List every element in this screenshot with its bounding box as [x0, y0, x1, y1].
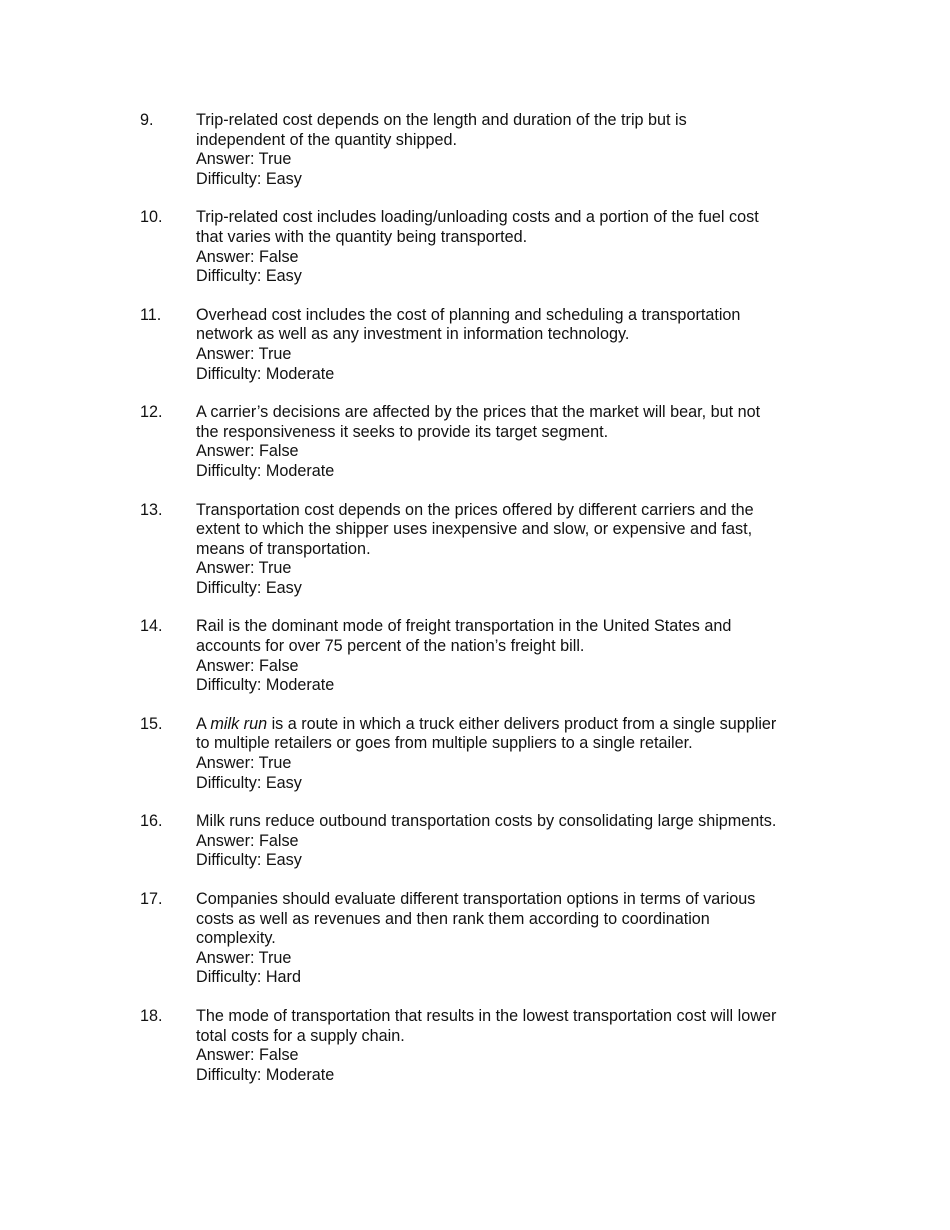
question-text: Rail is the dominant mode of freight transportation in the United States and accounts for over 75 percent of the nation’s freight bill. — [196, 617, 732, 656]
question-difficulty: Difficulty: Moderate — [196, 676, 335, 695]
question-item — [0, 403, 950, 481]
question-text: Transportation cost depends on the prices offered by different carriers and the extent to which the shipper uses inexpensive and slow, or expensive and fast, means of transportation. — [196, 500, 754, 558]
question-number: 13. — [140, 500, 163, 519]
question-number: 11. — [140, 305, 162, 324]
question-text-italic-term: milk run — [210, 714, 268, 733]
question-item — [0, 890, 950, 988]
question-text: Milk runs reduce outbound transportation costs by consolidating large shipments. — [196, 812, 777, 831]
question-answer: Answer: True — [196, 754, 292, 773]
question-answer: Answer: False — [196, 831, 299, 850]
question-number: 17. — [140, 890, 163, 908]
question-body — [196, 403, 816, 481]
question-difficulty: Difficulty: Moderate — [196, 1065, 335, 1084]
question-number: 15. — [140, 714, 163, 733]
question-difficulty: Difficulty: Moderate — [196, 364, 335, 383]
question-difficulty: Difficulty: Easy — [196, 578, 302, 597]
question-answer: Answer: False — [196, 442, 299, 461]
question-body — [196, 111, 816, 189]
question-answer: Answer: False — [196, 1046, 299, 1065]
question-item — [0, 208, 950, 286]
question-difficulty: Difficulty: Easy — [196, 267, 302, 286]
question-item — [0, 501, 950, 599]
question-answer: Answer: True — [196, 948, 292, 967]
question-difficulty: Difficulty: Easy — [196, 773, 302, 792]
question-body — [196, 306, 816, 384]
question-difficulty: Difficulty: Easy — [196, 851, 302, 870]
question-number: 14. — [140, 617, 163, 636]
question-body — [196, 617, 816, 695]
question-body — [196, 715, 816, 793]
document-page — [0, 111, 950, 1104]
question-body — [196, 1007, 816, 1085]
question-item — [0, 812, 950, 871]
question-text-suffix: is a route in which a truck either delivers product from a single supplier to multiple retailers or goes from multiple suppliers to a single retailer. — [196, 714, 777, 753]
question-body — [196, 890, 816, 988]
question-answer: Answer: True — [196, 344, 292, 363]
question-difficulty: Difficulty: Easy — [196, 169, 302, 188]
question-item — [0, 1007, 950, 1085]
question-body — [196, 501, 816, 599]
question-difficulty: Difficulty: Moderate — [196, 461, 335, 480]
question-number: 9. — [140, 111, 154, 129]
question-number: 18. — [140, 1006, 163, 1025]
question-body — [196, 208, 816, 286]
question-difficulty: Difficulty: Hard — [196, 968, 301, 987]
question-text: Trip-related cost includes loading/unloading costs and a portion of the fuel cost that varies with the quantity being transported. — [196, 208, 759, 246]
question-number: 10. — [140, 208, 163, 227]
question-item — [0, 715, 950, 793]
question-text-prefix: A — [196, 714, 211, 733]
question-answer: Answer: False — [196, 247, 299, 266]
question-text: A carrier’s decisions are affected by the prices that the market will bear, but not the responsiveness it seeks to provide its target segment. — [196, 403, 761, 441]
question-number: 12. — [140, 403, 163, 422]
question-answer: Answer: True — [196, 150, 292, 169]
question-text: Trip-related cost depends on the length and duration of the trip but is independent of the quantity shipped. — [196, 111, 687, 149]
question-text: Overhead cost includes the cost of planning and scheduling a transportation network as well as any investment in information technology. — [196, 305, 741, 344]
question-body — [196, 812, 816, 871]
question-item — [0, 306, 950, 384]
question-text — [196, 715, 816, 754]
question-text: The mode of transportation that results in the lowest transportation cost will lower total costs for a supply chain. — [196, 1006, 777, 1045]
question-number: 16. — [140, 812, 163, 831]
question-item — [0, 617, 950, 695]
question-text: Companies should evaluate different transportation options in terms of various costs as well as revenues and then rank them according to coordination complexity. — [196, 890, 756, 948]
question-item — [0, 111, 950, 189]
question-answer: Answer: False — [196, 656, 299, 675]
question-answer: Answer: True — [196, 559, 292, 578]
